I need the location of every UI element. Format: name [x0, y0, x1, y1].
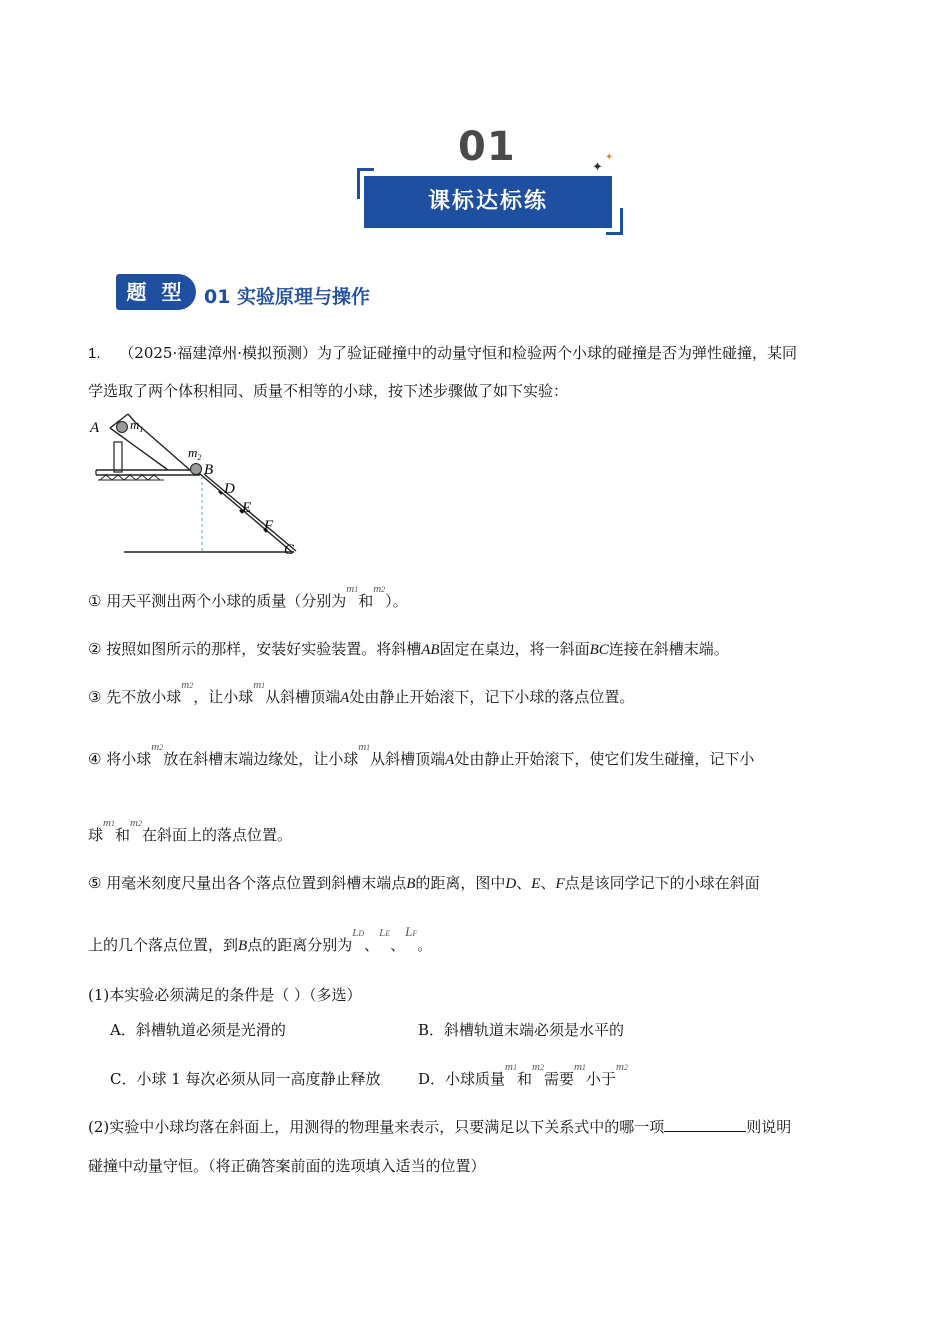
sparkle-icon: ✦	[592, 160, 603, 175]
m1-symbol: m1	[253, 679, 266, 691]
step-3-text-b: ，让小球	[193, 688, 254, 706]
step-3-mark: ③	[88, 688, 102, 706]
label-F: F	[264, 518, 274, 534]
label-D: D	[224, 481, 235, 497]
option-D-and: 和	[516, 1070, 532, 1088]
step-4-text-c: 从斜槽顶端	[370, 750, 446, 768]
question-type-tag: 题 型	[116, 274, 196, 310]
sep: 、	[390, 936, 406, 954]
step-1	[88, 583, 408, 611]
step-5-end: 。	[417, 936, 433, 954]
ball-m2	[191, 464, 202, 475]
step-1-text: 用天平测出两个小球的质量（分别为	[101, 592, 347, 610]
question-number: 1.	[88, 345, 101, 362]
step-2-text-b: 固定在桌边，将一斜面	[439, 640, 590, 658]
step-2	[88, 638, 729, 659]
LD-symbol: LD	[352, 927, 365, 939]
symbol-F: F	[555, 876, 565, 892]
m2-symbol: m2	[151, 741, 164, 753]
step-5-text-a: 用毫米刻度尺量出各个落点位置到斜槽末端点	[101, 874, 407, 892]
symbol-B: B	[238, 938, 248, 954]
subquestion-2-text-b: 则说明	[746, 1118, 792, 1136]
option-D-text: D．小球质量	[418, 1070, 506, 1088]
sep: 、	[516, 874, 532, 892]
symbol-AB: AB	[421, 642, 440, 658]
step-4-mark: ④	[88, 750, 102, 768]
symbol-A: A	[445, 752, 455, 768]
step-2-text-c: 连接在斜槽末端。	[608, 640, 729, 658]
subquestion-1-stem: (1)本实验必须满足的条件是（ ）（多选）	[88, 986, 362, 1004]
m1-symbol: m1	[346, 583, 359, 595]
section-banner: 课标达标练	[364, 176, 612, 228]
question-intro-text: 为了验证碰撞中的动量守恒和检验两个小球的碰撞是否为弹性碰撞，某同	[317, 344, 798, 362]
question-type-title: 01 实验原理与操作	[204, 286, 371, 308]
step-5-line-2	[88, 924, 433, 955]
sparkle-small-icon: ✦	[605, 152, 614, 163]
step-4-line-2	[88, 817, 292, 845]
symbol-BC: BC	[589, 642, 609, 658]
m1-symbol: m1	[103, 817, 115, 829]
step-5-line-1	[88, 872, 760, 893]
label-A: A	[90, 420, 100, 436]
step-1-end: ）。	[385, 592, 408, 610]
question-source: （2025·福建漳州·模拟预测）	[119, 344, 318, 362]
option-B[interactable]: B．斜槽轨道末端必须是水平的	[418, 1021, 625, 1039]
label-B: B	[204, 462, 214, 478]
option-D-need: 需要	[543, 1070, 574, 1088]
step-3-text-c: 从斜槽顶端	[265, 688, 341, 706]
step-2-text-a: 按照如图所示的那样，安装好实验装置。将斜槽	[101, 640, 422, 658]
step-3-text-a: 先不放小球	[101, 688, 182, 706]
step-4-line-1	[88, 741, 755, 769]
answer-blank[interactable]	[664, 1117, 746, 1132]
step-5-text-b: 的距离，图中	[415, 874, 506, 892]
label-m2: $m_2$	[188, 445, 202, 462]
symbol-D: D	[505, 876, 517, 892]
m2-symbol: m2	[129, 817, 142, 829]
subquestion-2-line-1	[88, 1116, 791, 1137]
subquestion-2-text: (2)实验中小球均落在斜面上，用测得的物理量来表示，只要满足以下关系式中的哪一项	[88, 1118, 665, 1136]
step-5-text-c: 点是该同学记下的小球在斜面	[564, 874, 760, 892]
subquestion-2-line-2: 碰撞中动量守恒。（将正确答案前面的选项填入适当的位置）	[88, 1157, 486, 1175]
m1-symbol: m1	[573, 1061, 586, 1073]
symbol-E: E	[531, 876, 541, 892]
option-D-less: 小于	[585, 1070, 616, 1088]
label-m1: $m_1$	[130, 417, 144, 434]
LF-symbol: LF	[405, 924, 418, 939]
option-C[interactable]: C．小球 1 每次必须从同一高度静止释放	[110, 1070, 381, 1088]
step-1-and: 和	[358, 592, 374, 610]
step-4-and: 和	[114, 826, 130, 844]
sep: 、	[364, 936, 380, 954]
question-intro-line-2: 学选取了两个体积相同、质量不相等的小球，按下述步骤做了如下实验：	[88, 382, 569, 400]
step-5-text-d: 上的几个落点位置，到	[88, 936, 239, 954]
step-4-text-a: 将小球	[101, 750, 152, 768]
label-C: C	[284, 542, 295, 558]
m2-symbol: m2	[615, 1061, 628, 1073]
m2-symbol: m2	[181, 679, 194, 691]
option-A[interactable]: A．斜槽轨道必须是光滑的	[110, 1021, 286, 1039]
option-D[interactable]	[418, 1061, 628, 1089]
step-4-text-d: 处由静止开始滚下，使它们发生碰撞，记下小	[454, 750, 755, 768]
m2-symbol: m2	[532, 1061, 544, 1073]
step-2-mark: ②	[88, 640, 102, 658]
m1-symbol: m1	[358, 741, 371, 753]
step-4-text-b: 放在斜槽末端边缘处，让小球	[163, 750, 359, 768]
step-4-text-e: 球	[88, 826, 104, 844]
step-4-text-f: 在斜面上的落点位置。	[141, 826, 292, 844]
step-3-text-d: 处由静止开始滚下，记下小球的落点位置。	[349, 688, 635, 706]
step-1-mark: ①	[88, 592, 102, 610]
question-intro-line-1	[88, 342, 797, 363]
m2-symbol: m2	[373, 583, 386, 595]
step-5-mark: ⑤	[88, 874, 102, 892]
step-5-text-e: 点的距离分别为	[247, 936, 353, 954]
step-3	[88, 679, 635, 707]
symbol-A: A	[340, 690, 350, 706]
sep: 、	[540, 874, 556, 892]
experiment-figure	[88, 408, 303, 558]
ball-m1	[117, 422, 128, 433]
symbol-B: B	[406, 876, 416, 892]
m1-symbol: m1	[505, 1061, 517, 1073]
LE-symbol: LE	[379, 927, 391, 939]
label-E: E	[242, 500, 252, 516]
chapter-number: 01	[458, 124, 516, 170]
